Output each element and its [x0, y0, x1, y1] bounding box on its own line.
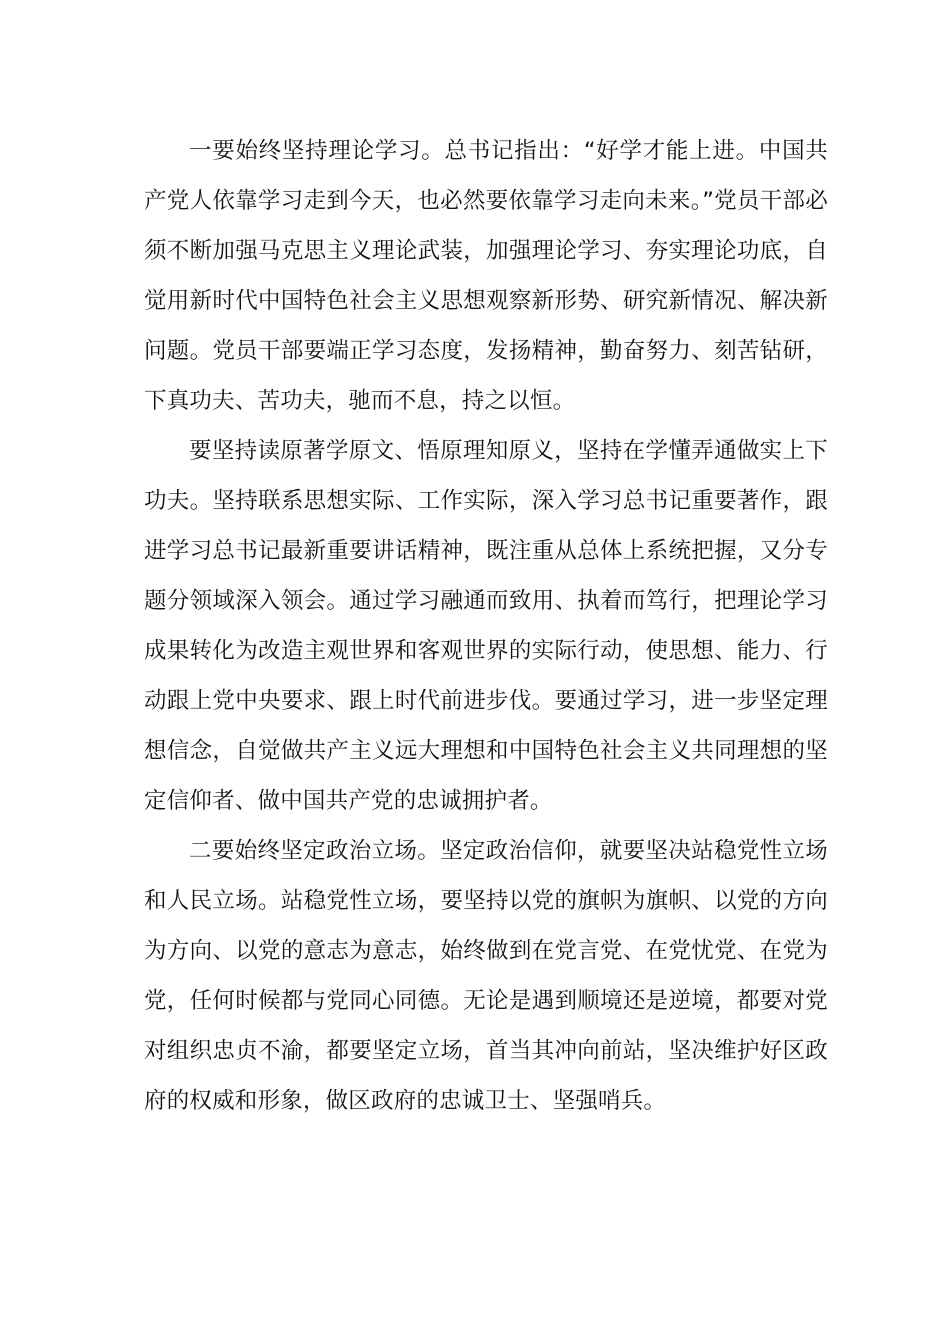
- document-body: [144, 126, 828, 1126]
- paragraph-political-stance: 二要始终坚定政治立场。坚定政治信仰，就要坚决站稳党性立场和人民立场。站稳党性立场，要坚持以党的旗帜为旗帜、以党的方向为方向、以党的意志为意志，始终做到在党言党、在党忧党、在党为党，任何时候都与党同心同德。无论是遇到顺境还是逆境，都要对党对组织忠贞不渝，都要坚定立场，首当其冲向前站，坚决维护好区政府的权威和形象，做区政府的忠诚卫士、坚强哨兵。: [144, 838, 828, 1114]
- paragraph-theory-study: 一要始终坚持理论学习。总书记指出：“好学才能上进。中国共产党人依靠学习走到今天，也必然要依靠学习走向未来。”党员干部必须不断加强马克思主义理论武装，加强理论学习、夯实理论功底，自觉用新时代中国特色社会主义思想观察新形势、研究新情况、解决新问题。党员干部要端正学习态度，发扬精神，勤奋努力、刻苦钻研，下真功夫、苦功夫，驰而不息，持之以恒。: [144, 138, 828, 414]
- paragraph-read-originals: 要坚持读原著学原文、悟原理知原义，坚持在学懂弄通做实上下功夫。坚持联系思想实际、工作实际，深入学习总书记重要著作，跟进学习总书记最新重要讲话精神，既注重从总体上系统把握，又分专题分领域深入领会。通过学习融通而致用、执着而笃行，把理论学习成果转化为改造主观世界和客观世界的实际行动，使思想、能力、行动跟上党中央要求、跟上时代前进步伐。要通过学习，进一步坚定理想信念，自觉做共产主义远大理想和中国特色社会主义共同理想的坚定信仰者、做中国共产党的忠诚拥护者。: [144, 438, 828, 814]
